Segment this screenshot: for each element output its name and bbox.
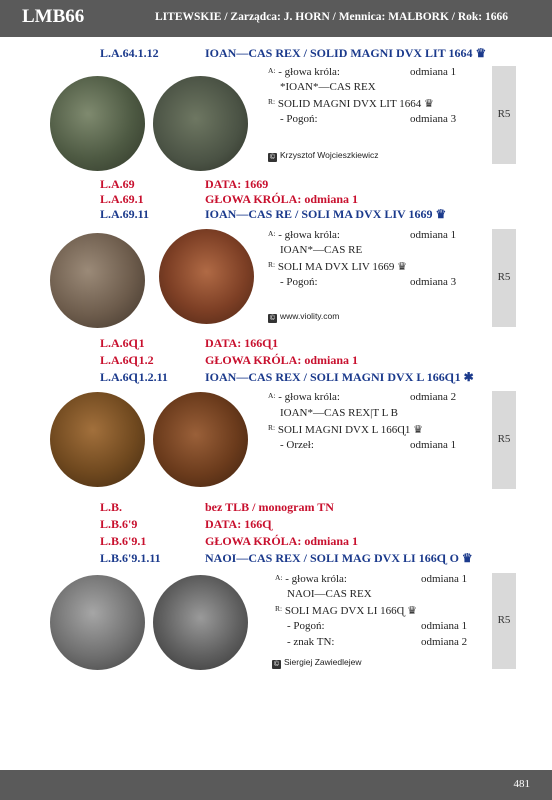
photo-credit: © www.violity.com bbox=[269, 311, 340, 322]
reverse-marker: R: bbox=[268, 423, 276, 432]
obverse-marker: A: bbox=[268, 66, 276, 75]
obverse-marker: A: bbox=[268, 391, 276, 400]
variant-text: IOAN—CAS RE / SOLI MA DVX LIV 1669 ♛ bbox=[205, 207, 447, 221]
variant-code: L.B.6'9.1 bbox=[100, 534, 147, 548]
photo-credit: © Krzysztof Wojcieszkiewicz bbox=[269, 150, 379, 161]
variant-text: DATA: 1669 bbox=[205, 177, 269, 191]
variant-code: L.A.69 bbox=[100, 177, 135, 191]
variant-code: L.A.69.11 bbox=[100, 207, 150, 221]
variant-text: NAOI—CAS REX / SOLI MAG DVX LI 166Ɋ O ♛ bbox=[205, 551, 473, 565]
rarity-box: R5 bbox=[492, 66, 516, 164]
variant-text: DATA: 166Ɋ1 bbox=[205, 336, 279, 350]
page-footer bbox=[0, 770, 552, 800]
coin-obverse bbox=[50, 76, 145, 171]
variant-text: GŁOWA KRÓLA: odmiana 1 bbox=[205, 353, 359, 367]
variant-text: GŁOWA KRÓLA: odmiana 1 bbox=[205, 534, 359, 548]
page-number: 481 bbox=[513, 778, 530, 790]
coin-obverse bbox=[50, 575, 145, 670]
header-info: LITEWSKIE / Zarządca: J. HORN / Mennica: MALBORK / Rok: 1666 bbox=[155, 11, 508, 23]
catalog-code: LMB66 bbox=[22, 6, 85, 27]
variant-code: L.A.64.1.12 bbox=[100, 46, 159, 60]
reverse-marker: R: bbox=[268, 260, 276, 269]
obverse-marker: A: bbox=[275, 573, 283, 582]
rarity-box: R5 bbox=[492, 391, 516, 489]
page-header bbox=[0, 0, 552, 37]
variant-code: L.B.6'9 bbox=[100, 517, 138, 531]
photo-credit: © Siergiej Zawiedlejew bbox=[273, 657, 362, 668]
variant-code: L.B. bbox=[100, 500, 123, 514]
camera-icon: © bbox=[269, 154, 276, 161]
coin-reverse bbox=[153, 76, 248, 171]
variant-code: L.A.6Ɋ1.2.11 bbox=[100, 370, 168, 384]
variant-code: L.B.6'9.1.11 bbox=[100, 551, 161, 565]
coin-reverse bbox=[159, 229, 254, 324]
variant-text: bez TLB / monogram TN bbox=[205, 500, 334, 514]
reverse-marker: R: bbox=[275, 604, 283, 613]
obverse-marker: A: bbox=[268, 229, 276, 238]
coin-obverse bbox=[50, 233, 145, 328]
coin-reverse bbox=[153, 575, 248, 670]
camera-icon: © bbox=[273, 661, 280, 668]
rarity-box: R5 bbox=[492, 229, 516, 327]
variant-text: IOAN—CAS REX / SOLID MAGNI DVX LIT 1664 ♛ bbox=[205, 46, 487, 60]
coin-obverse bbox=[50, 392, 145, 487]
variant-text: GŁOWA KRÓLA: odmiana 1 bbox=[205, 192, 359, 206]
rarity-box: R5 bbox=[492, 573, 516, 669]
variant-text: IOAN—CAS REX / SOLI MAGNI DVX L 166Ɋ1 ✱ bbox=[205, 370, 474, 384]
reverse-marker: R: bbox=[268, 97, 276, 106]
variant-text: DATA: 166Ɋ bbox=[205, 517, 273, 531]
variant-code: L.A.6Ɋ1.2 bbox=[100, 353, 154, 367]
camera-icon: © bbox=[269, 315, 276, 322]
variant-code: L.A.6Ɋ1 bbox=[100, 336, 145, 350]
variant-code: L.A.69.1 bbox=[100, 192, 144, 206]
coin-reverse bbox=[153, 392, 248, 487]
